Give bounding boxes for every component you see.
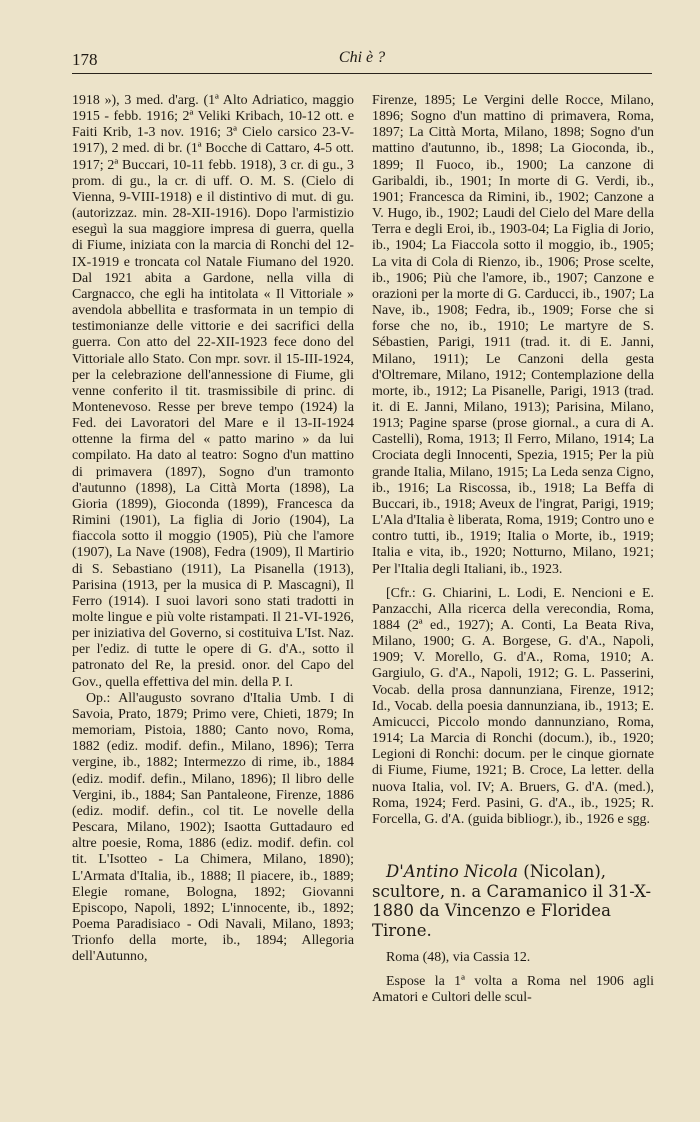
entry-address: Roma (48), via Cassia 12. [386, 950, 531, 966]
biography-paragraph: 1918 »), 3 med. d'arg. (1ª Alto Adriatico, maggio 1915 - febb. 1916; 2ª Veliki Kribach, 10-12 ott. e Faiti Krib, 1-3 nov. 1916; 3ª Cielo carsico 23-V-1917), 2 med. di br. (1ª Bocche di Cattaro, 4-5 ott. 1917; 2ª Buccari, 10-11 febb. 1918), 3 cr. di gu., 3 prom. di gu., la cr. di uff. O. M. S. (Cielo di Vienna, 9-VIII-1918) e il distintivo di mut. di gu. (autorizzaz. min. 28-XII-1916). Dopo l'armistizio eseguì la sua maggiore impresa di guerra, quella di Fiume, iniziata con la marcia di Ronchi del 12-IX-1919 e troncata col Natale Fiumano del 1920. Dal 1921 abita a Gardone, nella villa di Cargnacco, che egli ha intitolata « Il Vittoriale » avendola abbellita e trasformata in un tempio di testimonianze delle vittorie e dei sacrifici della guerra. Con atto del 22-XII-1923 fece dono del Vittoriale allo Stato. Con mpr. sovr. il 15-III-1924, per la celebrazione dell'annessione di Fiume, gli venne conferito il tit. trasmissibile di princ. di Montenevoso. Resse per breve tempo (1924) la Fed. dei Lavoratori del Mare e il 13-II-1924 ottenne la firma del « patto marino » da lui compilato. Ha dato al teatro: Sogno d'un mattino di primavera (1897), Sogno d'un tramonto d'autunno (1898), La Città Morta (1898), La Gioria (1899), Gioconda (1899), Francesca da Rimini (1901), La figlia di Jorio (1904), La fiaccola sotto il moggio (1905), Più che l'amore (1907), La Nave (1908), Fedra (1909), Il Martirio di S. Sebastiano (1911), La Pisanella (1913), Parisina (1913, per la musica di P. Mascagni), Il Ferro (1914). I suoi lavori sono stati tradotti in molte lingue e più volte ristampati. Il 21-VI-1926, per iniziativa del Governo, si costituiva L'Ist. Naz. per l'ediz. di tutte le opere di G. d'A., sotto il patronato del Re, la presid. onor. del Capo del Gov., quella effettiva del min. della P. I. [72, 93, 354, 690]
entry-heading [372, 862, 654, 940]
entry-name: D'Antino Nicola [386, 862, 519, 882]
works-continuation: Firenze, 1895; Le Vergini delle Rocce, Milano, 1896; Sogno d'un mattino di primavera, Roma, 1897; La Città Morta, Milano, 1898; Sogno d'un mattino d'autunno, ib., 1898; La Gioconda, ib., 1899; Il Fuoco, ib., 1900; La canzone di Garibaldi, ib., 1901; In morte di G. Verdi, ib., 1901; Francesca da Rimini, ib., 1902; Canzone a V. Hugo, ib., 1902; Laudi del Cielo del Mare della Terra e degli Eroi, ib., 1903-04; La Figlia di Jorio, ib., 1904; La Fiaccola sotto il moggio, ib., 1905; La vita di Cola di Rienzo, ib., 1906; Prose scelte, ib., 1906; Più che l'amore, ib., 1907; Canzone e orazioni per la morte di G. Carducci, ib., 1907; La Nave, ib., 1908; Fedra, ib., 1909; Forse che si forse che no, ib., 1910; Le martyre de S. Sébastien, Parigi, 1911 (trad. it. di E. Janni, Milano, 1911); Le Canzoni della gesta d'Oltremare, Milano, 1912; Contemplazione della morte, ib., 1912; La Pisanelle, Parigi, 1913 (trad. it. di E. Janni, Milano, 1913); Parisina, Milano, 1913; Pagine sparse (prose giornal., a cura di A. Castelli), Roma, 1913; Il Ferro, Milano, 1914; La Crociata degli Innocenti, Spezia, 1915; Per la più grande Italia, Milano, 1915; La Leda senza Cigno, ib., 1916; La Riscossa, ib., 1918; La Beffa di Buccari, ib., 1918; Aveux de l'ingrat, Parigi, 1919; L'Ala d'Italia è liberata, Roma, 1919; Contro uno e contro tutti, ib., 1919; Italia o Morte, ib., 1919; Italia e vita, ib., 1920; Notturno, Milano, 1921; Per l'Italia degli Italiani, ib., 1923. [372, 93, 654, 577]
page-header [72, 48, 652, 74]
page-number: 178 [72, 50, 98, 69]
left-column [72, 93, 354, 965]
entry-biography-start: Espose la 1ª volta a Roma nel 1906 agli Amatori e Cultori delle scul- [372, 974, 654, 1006]
works-paragraph: Op.: All'augusto sovrano d'Italia Umb. I di Savoia, Prato, 1879; Primo vere, Chieti, 1879; In memoriam, Pistoia, 1880; Canto novo, Roma, 1882 (ediz. modif. defin., Milano, 1896); Terra vergine, ib., 1882; Intermezzo di rime, ib., 1884 (ediz. modif. defin., Milano, 1896); Il libro delle Vergini, ib., 1884; San Pantaleone, Firenze, 1886 (ediz. modif. defin., col tit. Le novelle della Pescara, Milano, 1902); Isaotta Guttadauro ed altre poesie, Roma, 1886 (ediz. modif. defin. col tit. L'Isotteo - La Chimera, Milano, 1890); L'Armata d'Italia, ib., 1888; Il piacere, ib., 1889; Elegie romane, Bologna, 1892; Giovanni Episcopo, Napoli, 1892; L'innocente, ib., 1892; Poema Paradisiaco - Odi Navali, Milano, 1893; Trionfo della morte, ib., 1894; Allegoria dell'Autunno, [72, 690, 354, 965]
running-title: Chi è ? [338, 49, 386, 66]
entry-details: (Nicolan), scultore, n. a Caramanico il 31-X-1880 da Vincenzo e Floridea Tirone. [372, 862, 652, 940]
header-rule [72, 73, 652, 74]
right-column [372, 93, 654, 1007]
references-paragraph: [Cfr.: G. Chiarini, L. Lodi, E. Nencioni e E. Panzacchi, Alla ricerca della verecondia, Roma, 1884 (2ª ed., 1927); A. Conti, La Beata Riva, Milano, 1900; G. A. Borgese, G. d'A., Napoli, 1909; V. Morello, G. d'A., Roma, 1910; A. Gargiulo, G. d'A., Napoli, 1912; G. L. Passerini, Vocab. della prosa dannunziana, Firenze, 1912; Id., Vocab. della poesia dannunziana, ib., 1913; E. Amicucci, Piccolo mondo dannunziano, Roma, 1914; La Marcia di Ronchi (docum.), ib., 1920; Legioni di Ronchi: docum. per le cinque giornate di Fiume, Fiume, 1921; B. Croce, La letter. della nuova Italia, vol. IV; A. Bruers, G. d'A. (med.), Roma, 1924; Ferd. Pasini, G. d'A., ib., 1925; R. Forcella, G. d'A. (guida bibliogr.), ib., 1926 e sgg. [372, 585, 654, 827]
